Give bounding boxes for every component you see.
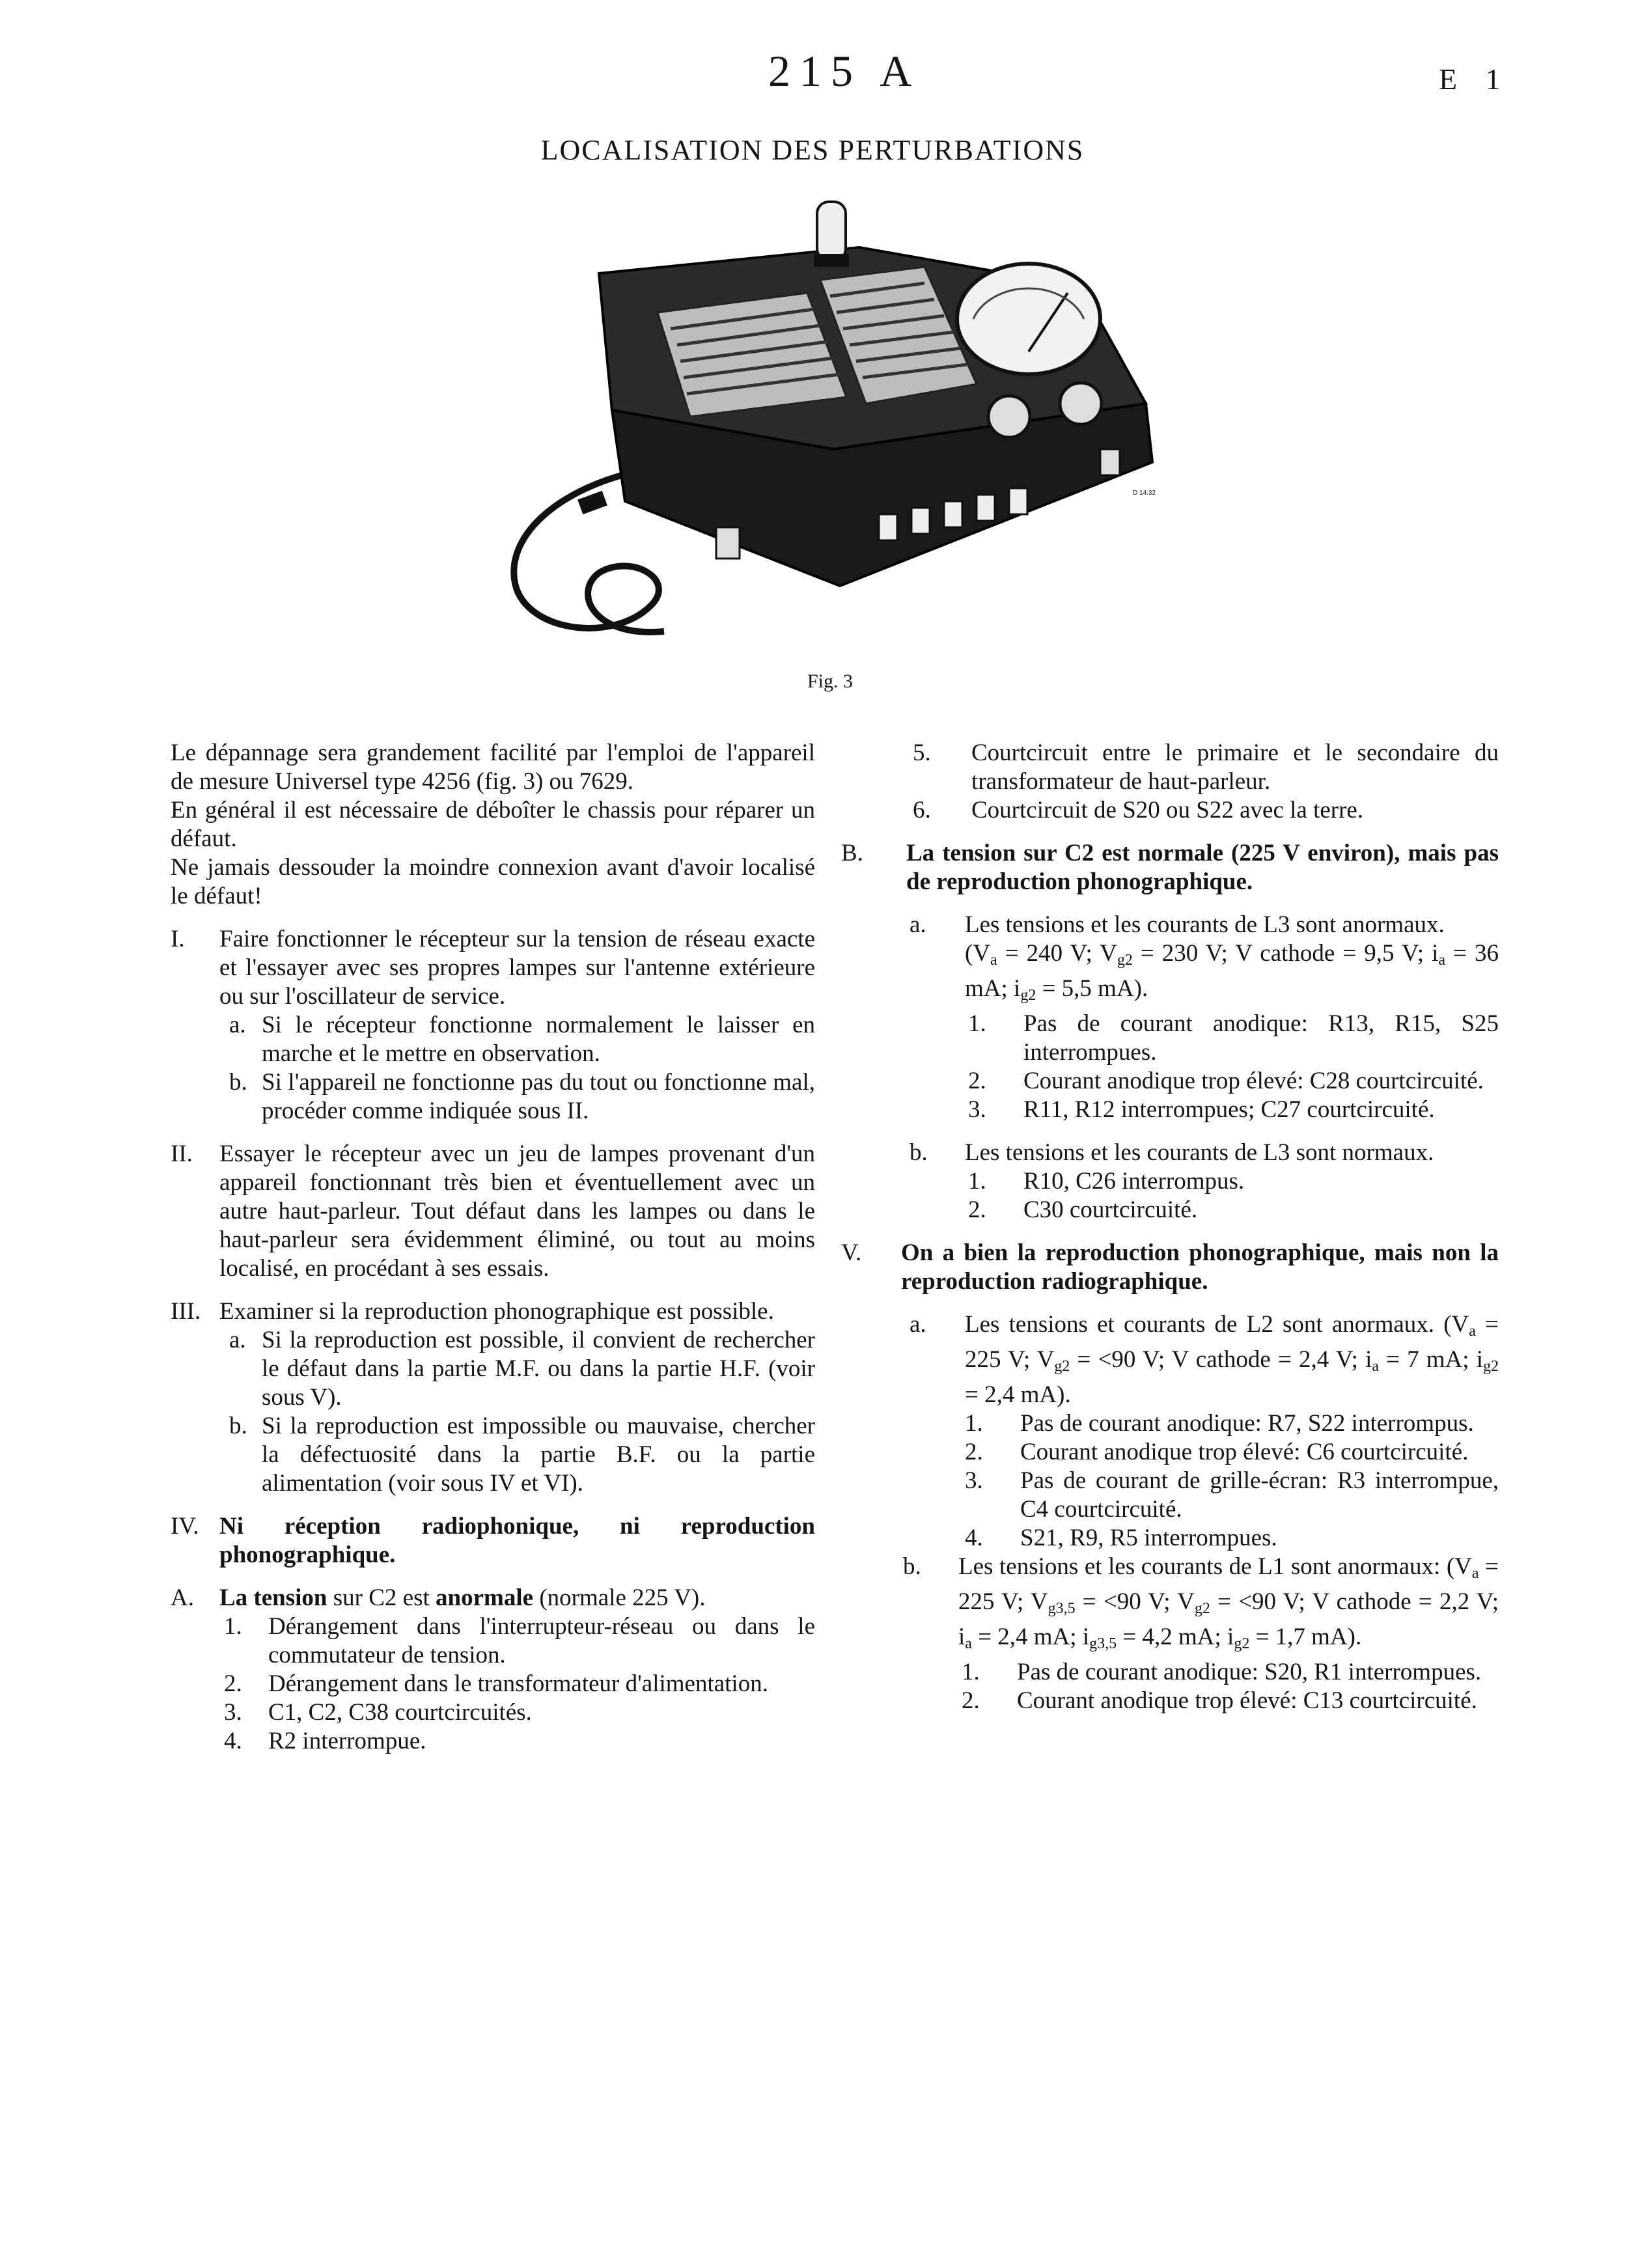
list-item: 1. Pas de courant anodique: S20, R1 interrompues. (962, 1659, 1482, 1685)
sub-item: a. Les tensions et les courants de L3 sont anormaux. (910, 911, 1445, 938)
measurement-values: ($V_a = 240$ V; $V_{g2} = 230$ V; V cathode = 9,5 V; $i_a = 36$ mA; $i_{g2} = 5,5$ mA). (965, 940, 1499, 1004)
figure-mark: D 14.32 (1133, 490, 1156, 497)
section-I (171, 925, 815, 1011)
list-item: 1. Pas de courant anodique: R13, R15, S25 interrompues. (968, 1010, 1499, 1066)
section-text: Faire fonctionner le récepteur sur la tension de réseau exacte et l'essayer avec ses propres lampes sur l'antenne extérieure ou sur l'oscillateur de service. (219, 926, 815, 1010)
section-label: A. (171, 1584, 194, 1611)
section-A (171, 1584, 815, 1612)
sub-label: a. (229, 1327, 246, 1353)
list-item: 3. Pas de courant de grille-écran: R3 interrompue, C4 courtcircuité. (965, 1467, 1499, 1523)
sub-item (171, 1412, 815, 1498)
section-text: Ni réception radiophonique, ni reproduction phonographique. (219, 1513, 815, 1568)
section-label: IV. (171, 1513, 199, 1540)
sub-item: b. Les tensions et les courants de L3 sont normaux. (910, 1139, 1434, 1166)
list-item: 2. C30 courtcircuité. (968, 1196, 1198, 1223)
knob-right (1060, 383, 1102, 424)
sub-item (171, 1068, 815, 1126)
section-text: On a bien la reproduction phonographique, mais non la reproduction radiographique. (901, 1239, 1499, 1295)
front-socket (716, 527, 740, 559)
list-item: 2. Dérangement dans le transformateur d'alimentation. (224, 1670, 768, 1697)
section-text: Examiner si la reproduction phonographique est possible. (219, 1298, 774, 1325)
section-label: V. (841, 1239, 862, 1266)
list-item: 2. Courant anodique trop élevé: C13 courtcircuité. (962, 1687, 1477, 1714)
right-column (841, 739, 1499, 1715)
list-item: 3. R11, R12 interrompues; C27 courtcircuité. (968, 1096, 1435, 1123)
list-item: 3. C1, C2, C38 courtcircuités. (224, 1699, 532, 1726)
side-socket (1100, 449, 1120, 475)
section-label: B. (841, 840, 863, 866)
page-title: LOCALISATION DES PERTURBATIONS (540, 134, 1085, 166)
tube (817, 202, 846, 260)
section-III (171, 1297, 815, 1326)
list-item: 2. Courant anodique trop élevé: C28 courtcircuité. (968, 1068, 1484, 1094)
sub-item: a. Les tensions et courants de L2 sont anormaux. ($V_a = 225$ V; $V_{g2} = <90$ V; V cathode = 2,4 V; $i_a = 7$ mA; $i_{g2} = 2,4$ mA). (910, 1311, 1499, 1408)
list-item: 1. Dérangement dans l'interrupteur-réseau ou dans le commutateur de tension. (224, 1613, 815, 1668)
figure-caption: Fig. 3 (807, 671, 854, 692)
section-IV (171, 1512, 815, 1570)
intro-paragraph: En général il est nécessaire de déboîter le chassis pour réparer un défaut. (171, 797, 815, 852)
section-label: II. (171, 1141, 193, 1167)
sub-label: b. (229, 1413, 247, 1439)
intro-paragraph: Le dépannage sera grandement facilité par l'emploi de l'appareil de mesure Universel type 4256 (fig. 3) ou 7629. (171, 740, 815, 795)
list-item: 1. Pas de courant anodique: R7, S22 interrompus. (965, 1410, 1474, 1437)
list-item: 2. Courant anodique trop élevé: C6 courtcircuité. (965, 1439, 1469, 1465)
sub-item: b. Les tensions et les courants de L1 sont anormaux: ($V_a = 225$ V; $V_{g3,5} = <90$ V; $V_{g2} = <90$ V; V cathode = 2,2 V; $i_a = 2,4$ mA; $i_{g3,5} = 4,2$ mA; $i_{g2} = 1,7$ mA). (903, 1553, 1499, 1652)
section-text: La tension sur C2 est anormale (normale 225 V). (219, 1584, 706, 1611)
meter-dial (957, 264, 1100, 374)
sub-text: Si le récepteur fonctionne normalement le laisser en marche et le mettre en observation. (262, 1012, 815, 1067)
sub-text: Si la reproduction est impossible ou mauvaise, chercher la défectuosité dans la partie B.F. ou la partie alimentation (voir sous IV et VI). (262, 1413, 815, 1497)
measuring-instrument-figure (495, 189, 1185, 671)
section-label: I. (171, 926, 185, 952)
section-B (841, 839, 1499, 896)
intro-paragraph: Ne jamais dessouder la moindre connexion avant d'avoir localisé le défaut! (171, 854, 815, 909)
left-column (171, 739, 815, 1756)
sub-text: Si la reproduction est possible, il convient de rechercher le défaut dans la partie M.F. ou dans la partie H.F. (voir sous V). (262, 1327, 815, 1411)
sub-label: b. (229, 1069, 247, 1096)
knob-left (988, 396, 1030, 437)
sub-item (171, 1326, 815, 1412)
list-item: 1. R10, C26 interrompus. (968, 1168, 1245, 1195)
sub-label: a. (229, 1012, 246, 1038)
list-item: 4. S21, R9, R5 interrompues. (965, 1525, 1277, 1551)
page-code: E 1 (1439, 62, 1511, 96)
section-text: Essayer le récepteur avec un jeu de lampes provenant d'un appareil fonctionnant très bien et éventuellement avec un autre haut-parleur. Tout défaut dans les lampes ou dans le haut-parleur sera évidemment éliminé, ou tout au moins localisé, en procédant à ses essais. (219, 1141, 815, 1282)
section-II (171, 1140, 815, 1283)
sub-text: Si l'appareil ne fonctionne pas du tout ou fonctionne mal, procéder comme indiquée sous II. (262, 1069, 815, 1124)
sub-item (171, 1011, 815, 1068)
list-item: 4. R2 interrompue. (224, 1728, 426, 1754)
list-item: 6. Courtcircuit de S20 ou S22 avec la terre. (913, 797, 1364, 823)
model-number: 215 A (768, 46, 921, 96)
section-V (841, 1239, 1499, 1296)
section-text: La tension sur C2 est normale (225 V environ), mais pas de reproduction phonographique. (906, 840, 1499, 895)
section-label: III. (171, 1298, 201, 1325)
list-item: 5. Courtcircuit entre le primaire et le secondaire du transformateur de haut-parleur. (913, 740, 1499, 795)
